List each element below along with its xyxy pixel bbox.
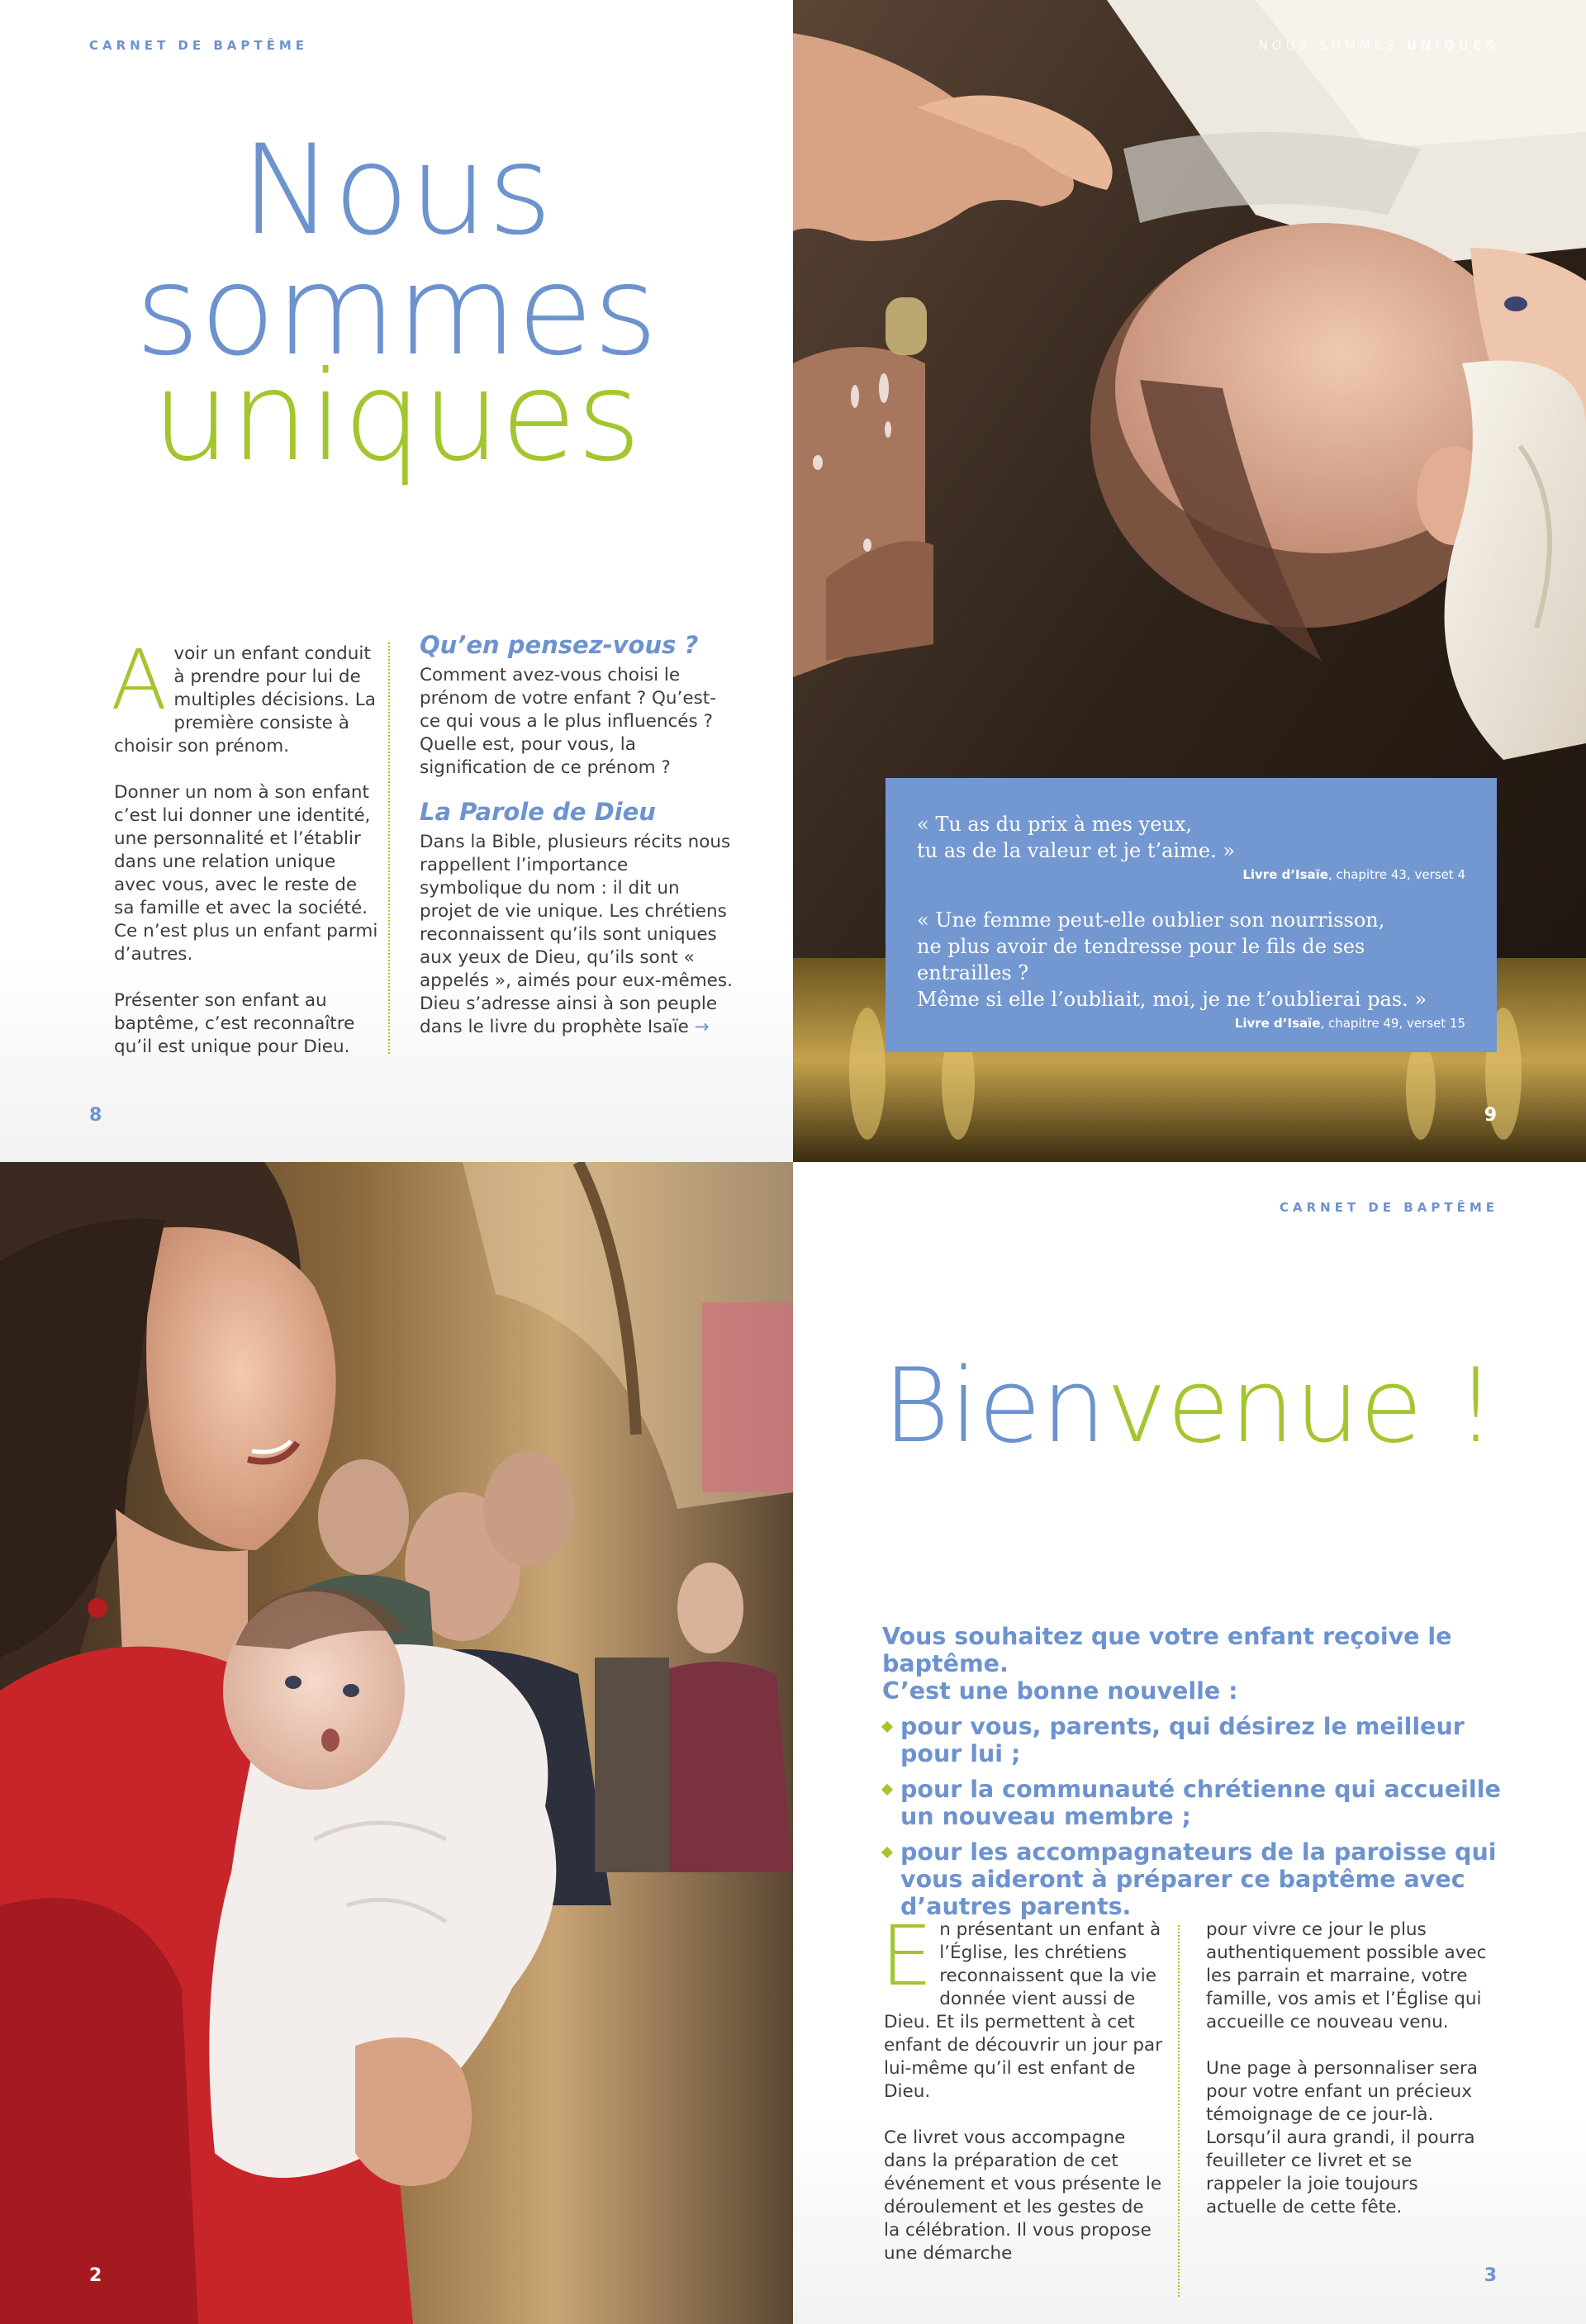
running-head: CARNET DE BAPTÊME [1279,1200,1498,1215]
reflection-paragraph: Comment avez-vous choisi le prénom de votre enfant ? Qu’est-ce qui vous a le plus influencés ? Quelle est, pour vous, la signification de ce prénom ? [420,665,716,778]
quote-1-reference: Livre d’Isaïe, chapitre 43, verset 4 [1242,867,1465,882]
welcome-title: Bienvenue ! [882,1347,1497,1466]
lead-sentence: Vous souhaitez que votre enfant reçoive le baptême. [882,1623,1452,1677]
list-item: pour les accompagnateurs de la paroisse qui vous aideront à préparer ce baptême avec d’autres parents. [882,1838,1510,1920]
page-number: 8 [89,1105,102,1126]
list-item: pour la communauté chrétienne qui accueille un nouveau membre ; [882,1776,1510,1830]
bible-paragraph: Dans la Bible, plusieurs récits nous rappellent l’importance symbolique du nom : il dit un projet de vie unique. Les chrétiens reconnaissent qu’ils sont uniques aux yeux de Dieu, qu’ils sont « appelés », aimés pour eux-mêmes. Dieu s’adresse ainsi à son peuple dans le livre du prophète Isaïe → [420,832,733,1037]
section-heading: Qu’en pensez-vous ? [420,631,699,659]
column-divider [388,643,390,1054]
quote-1: « Tu as du prix à mes yeux, tu as de la valeur et je t’aime. » [917,813,1236,862]
section-heading: La Parole de Dieu [420,798,656,826]
intro-paragraph-3: Présenter son enfant au baptême, c’est reconnaître qu’il est unique pour Dieu. [114,990,355,1057]
lead-sentence: C’est une bonne nouvelle : [882,1677,1238,1705]
intro-paragraph-2: Ce livret vous accompagne dans la préparation de cet événement et vous présente le déroulement et les gestes de la célébration. Il vous propose une démarche [884,2127,1162,2264]
intro-paragraph-2: Donner un nom à son enfant c’est lui donner une identité, une personnalité et l’établir dans une relation unique avec vous, avec le reste de sa famille et avec la société. Ce n’est plus un enfant parmi d’autres. [114,782,378,965]
page-2 [0,1162,793,2324]
page-3 [793,1162,1586,2324]
intro-paragraph-1: Avoir un enfant conduit à prendre pour lui de multiples décisions. La première consiste à choisir son prénom. [111,632,376,756]
body-paragraph: Une page à personnaliser sera pour votre enfant un précieux témoignage de ce jour-là. Lorsqu’il aura grandi, il pourra feuilleter ce livret et se rappeler la joie toujours actuelle de cette fête. [1206,2058,1478,2217]
quote-2: « Une femme peut-elle oublier son nourrisson, ne plus avoir de tendresse pour le fils de ses entrailles ? Même si elle l’oubliait, moi, je ne t’oublierai pas. » [917,908,1427,1011]
page-number: 3 [1484,2265,1497,2286]
diamond-bullet-icon [881,1784,893,1795]
drop-cap: E [881,1908,933,2004]
mother-and-baby-photo [0,1162,793,2324]
title-line-3: uniques [151,345,642,489]
list-item: pour vous, parents, qui désirez le meilleur pour lui ; [882,1713,1510,1767]
drop-cap: A [111,632,168,728]
page-9 [793,0,1586,1162]
running-head: NOUS SOMMES UNIQUES [1258,38,1498,53]
title-line-1: Nous [240,119,553,263]
reflection-column [420,631,734,1062]
intro-paragraph-1: En présentant un enfant à l’Église, les chrétiens reconnaissent que la vie donnée vient aussi de Dieu. Et ils permettent à cet enfant de découvrir un jour par lui-même qu’il est enfant de Dieu. [881,1908,1163,2102]
welcome-lead [882,1623,1510,1920]
quote-2-reference: Livre d’Isaïe, chapitre 49, verset 15 [1234,1016,1465,1031]
intro-column [881,1908,1165,2288]
body-paragraph: pour vivre ce jour le plus authentiquement possible avec les parrain et marraine, votre famille, vos amis et l’Église qui accueille ce nouveau venu. [1206,1919,1487,2032]
column-divider [1178,1925,1180,2297]
diamond-bullet-icon [881,1847,893,1858]
diamond-bullet-icon [881,1721,893,1733]
running-head: CARNET DE BAPTÊME [89,38,309,53]
scripture-quote-box [886,778,1497,1052]
title-line-2: sommes [135,240,658,383]
continue-arrow-icon: → [694,1017,710,1037]
bullet-list [882,1713,1510,1920]
second-column [1206,1918,1487,2242]
intro-column [111,632,378,1082]
page-number: 2 [89,2265,102,2286]
page-8 [0,0,793,1162]
page-number: 9 [1484,1105,1497,1126]
